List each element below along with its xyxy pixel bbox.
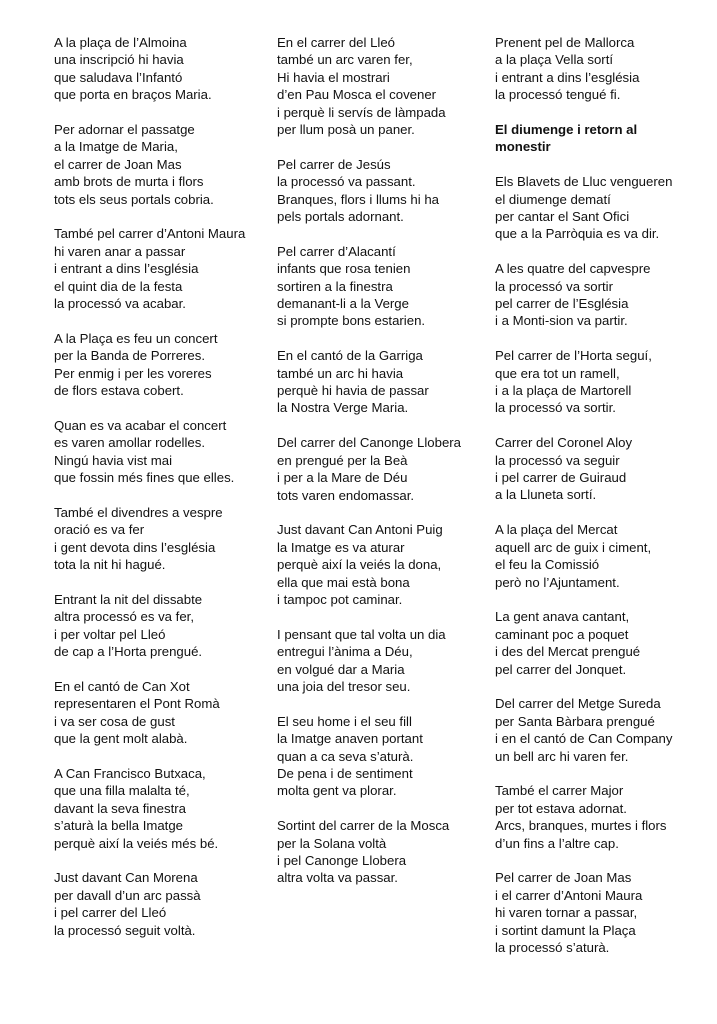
verse-line: En el cantó de la Garriga [277, 348, 423, 364]
verse-line: a la Lluneta sortí. [495, 487, 597, 503]
stanza [495, 521, 705, 591]
verse-line: també un arc hi havia [277, 365, 404, 381]
verse-line: la processó s’aturà. [495, 939, 610, 955]
verse-line: si prompte bons estarien. [277, 313, 426, 329]
verse-line: sortiren a la finestra [277, 278, 393, 294]
verse-line: A les quatre del capvespre [495, 261, 651, 277]
verse-line: per davall d’un arc passà [54, 887, 201, 903]
verse-line: ella que mai està bona [277, 574, 410, 590]
verse-line: que a la Parròquia es va dir. [495, 226, 660, 242]
stanza [495, 260, 705, 330]
verse-line: que porta en braços Maria. [54, 87, 212, 103]
stanza [277, 156, 482, 226]
verse-line: s’aturà la bella Imatge [54, 818, 184, 834]
verse-line: també un arc varen fer, [277, 52, 413, 68]
verse-line: i va ser cosa de gust [54, 713, 175, 729]
verse-line: Just davant Can Antoni Puig [277, 522, 443, 538]
verse-line: Arcs, branques, murtes i flors [495, 818, 667, 834]
stanza [54, 417, 259, 487]
text-column-2 [277, 34, 482, 904]
verse-line: el carrer de Joan Mas [54, 156, 182, 172]
verse-line: En el cantó de Can Xot [54, 678, 190, 694]
verse-line: i des del Mercat prengué [495, 644, 641, 660]
section-heading [495, 121, 705, 156]
verse-line: i a la plaça de Martorell [495, 383, 632, 399]
verse-line: altra processó es va fer, [54, 609, 195, 625]
verse-line: hi varen anar a passar [54, 243, 186, 259]
verse-line: perquè hi havia de passar [277, 383, 429, 399]
verse-line: de cap a l’Horta prengué. [54, 644, 203, 660]
verse-line: la processó va passant. [277, 174, 416, 190]
verse-line: caminant poc a poquet [495, 626, 629, 642]
verse-line: De pena i de sentiment [277, 765, 413, 781]
verse-line: per Santa Bàrbara prengué [495, 713, 655, 729]
verse-line: Per enmig i per les voreres [54, 365, 212, 381]
verse-line: També el divendres a vespre [54, 504, 223, 520]
verse-line: que una filla malalta té, [54, 783, 190, 799]
verse-line: i gent devota dins l’església [54, 539, 216, 555]
stanza [277, 243, 482, 330]
verse-line: infants que rosa tenien [277, 261, 411, 277]
verse-line: per llum posà un paner. [277, 122, 415, 138]
verse-line: que era tot un ramell, [495, 365, 620, 381]
verse-line: d’en Pau Mosca el covener [277, 87, 437, 103]
stanza [54, 504, 259, 574]
verse-line: I pensant que tal volta un dia [277, 626, 446, 642]
verse-line: i el carrer d’Antoni Maura [495, 887, 643, 903]
verse-line: tota la nit hi hagué. [54, 557, 166, 573]
verse-line: pel carrer del Jonquet. [495, 661, 627, 677]
verse-line: A la Plaça es feu un concert [54, 330, 218, 346]
verse-line: Sortint del carrer de la Mosca [277, 818, 450, 834]
verse-line: pel carrer de l’Església [495, 296, 629, 312]
verse-line: i pel Canonge Llobera [277, 852, 407, 868]
verse-line: i per a la Mare de Déu [277, 470, 408, 486]
verse-line: molta gent va plorar. [277, 783, 397, 799]
stanza [277, 817, 482, 887]
stanza [54, 121, 259, 208]
verse-line: en prengué per la Beà [277, 452, 408, 468]
stanza [54, 765, 259, 852]
verse-line: la Imatge es va aturar [277, 539, 405, 555]
verse-line: A Can Francisco Butxaca, [54, 765, 206, 781]
verse-line: representaren el Pont Romà [54, 696, 220, 712]
stanza [277, 347, 482, 417]
verse-line: a la Imatge de Maria, [54, 139, 178, 155]
verse-line: que fossin més fines que elles. [54, 470, 235, 486]
verse-line: la processó tengué fi. [495, 87, 621, 103]
verse-line: i per voltar pel Lleó [54, 626, 166, 642]
verse-line: També el carrer Major [495, 783, 624, 799]
verse-line: un bell arc hi varen fer. [495, 748, 629, 764]
verse-line: per cantar el Sant Ofici [495, 209, 630, 225]
heading-line: monestir [495, 139, 551, 155]
stanza [54, 869, 259, 939]
verse-line: i sortint damunt la Plaça [495, 922, 636, 938]
verse-line: per la Banda de Porreres. [54, 348, 206, 364]
verse-line: davant la seva finestra [54, 800, 186, 816]
verse-line: En el carrer del Lleó [277, 35, 396, 50]
verse-line: i entrant a dins l’església [54, 261, 199, 277]
verse-line: i perquè li servís de làmpada [277, 104, 446, 120]
verse-line: una joia del tresor seu. [277, 678, 411, 694]
stanza [495, 782, 705, 852]
verse-line: una inscripció hi havia [54, 52, 184, 68]
verse-line: i en el cantó de Can Company [495, 731, 673, 747]
verse-line: oració es va fer [54, 522, 145, 538]
verse-line: Just davant Can Morena [54, 870, 198, 886]
verse-line: la processó va sortir. [495, 400, 616, 416]
verse-line: la processó va seguir [495, 452, 620, 468]
verse-line: i a Monti-sion va partir. [495, 313, 628, 329]
verse-line: altra volta va passar. [277, 870, 398, 886]
stanza [54, 225, 259, 312]
verse-line: Prenent pel de Mallorca [495, 35, 635, 50]
verse-line: la processó seguit voltà. [54, 922, 196, 938]
verse-line: i pel carrer de Guiraud [495, 470, 627, 486]
verse-line: aquell arc de guix i ciment, [495, 539, 652, 555]
verse-line: Del carrer del Metge Sureda [495, 696, 661, 712]
stanza [495, 695, 705, 765]
text-column-3 [495, 34, 705, 974]
verse-line: que saludava l’Infantó [54, 69, 183, 85]
verse-line: Ningú havia vist mai [54, 452, 173, 468]
verse-line: amb brots de murta i flors [54, 174, 204, 190]
verse-line: Carrer del Coronel Aloy [495, 435, 633, 451]
verse-line: d’un fins a l’altre cap. [495, 835, 619, 851]
verse-line: A la plaça del Mercat [495, 522, 618, 538]
verse-line: La gent anava cantant, [495, 609, 630, 625]
verse-line: pels portals adornant. [277, 209, 404, 225]
verse-line: i entrant a dins l’església [495, 69, 640, 85]
stanza [495, 347, 705, 417]
verse-line: Quan es va acabar el concert [54, 417, 227, 433]
verse-line: Pel carrer de l’Horta seguí, [495, 348, 652, 364]
verse-line: Els Blavets de Lluc vengueren [495, 174, 673, 190]
verse-line: tots varen endomassar. [277, 487, 415, 503]
verse-line: a la plaça Vella sortí [495, 52, 614, 68]
verse-line: per tot estava adornat. [495, 800, 627, 816]
stanza [495, 608, 705, 678]
verse-line: quan a ca seva s’aturà. [277, 748, 414, 764]
verse-line: es varen amollar rodelles. [54, 435, 205, 451]
verse-line: la processó va acabar. [54, 296, 186, 312]
verse-line: el quint dia de la festa [54, 278, 183, 294]
verse-line: Hi havia el mostrari [277, 69, 390, 85]
verse-line: Branques, flors i llums hi ha [277, 191, 439, 207]
verse-line: però no l’Ajuntament. [495, 574, 620, 590]
verse-line: el diumenge dematí [495, 191, 611, 207]
text-column-1 [54, 34, 259, 956]
verse-line: Del carrer del Canonge Llobera [277, 435, 462, 451]
stanza [495, 34, 705, 104]
stanza [277, 434, 482, 504]
verse-line: la processó va sortir [495, 278, 613, 294]
verse-line: que la gent molt alabà. [54, 731, 188, 747]
verse-line: Pel carrer d’Alacantí [277, 243, 396, 259]
verse-line: Pel carrer de Joan Mas [495, 870, 632, 886]
verse-line: A la plaça de l’Almoina [54, 35, 187, 50]
verse-line: El seu home i el seu fill [277, 713, 412, 729]
stanza [54, 591, 259, 661]
verse-line: i tampoc pot caminar. [277, 591, 403, 607]
stanza [495, 869, 705, 956]
heading-line: El diumenge i retorn al [495, 122, 638, 138]
verse-line: perquè així la veiés més bé. [54, 835, 219, 851]
verse-line: en volgué dar a Maria [277, 661, 405, 677]
verse-line: Pel carrer de Jesús [277, 156, 391, 172]
verse-line: entregui l’ànima a Déu, [277, 644, 413, 660]
stanza [277, 626, 482, 696]
verse-line: de flors estava cobert. [54, 383, 184, 399]
stanza [54, 34, 259, 104]
verse-line: el feu la Comissió [495, 557, 600, 573]
stanza [54, 330, 259, 400]
stanza [277, 34, 482, 138]
verse-line: perquè així la veiés la dona, [277, 557, 442, 573]
verse-line: la Nostra Verge Maria. [277, 400, 409, 416]
stanza [277, 713, 482, 800]
verse-line: Entrant la nit del dissabte [54, 591, 203, 607]
verse-line: També pel carrer d’Antoni Maura [54, 226, 246, 242]
verse-line: demanant-li a la Verge [277, 296, 409, 312]
stanza [495, 434, 705, 504]
verse-line: tots els seus portals cobria. [54, 191, 214, 207]
verse-line: hi varen tornar a passar, [495, 905, 638, 921]
verse-line: la Imatge anaven portant [277, 731, 423, 747]
verse-line: Per adornar el passatge [54, 122, 195, 138]
verse-line: per la Solana voltà [277, 835, 387, 851]
stanza [495, 173, 705, 243]
verse-line: i pel carrer del Lleó [54, 905, 167, 921]
stanza [54, 678, 259, 748]
stanza [277, 521, 482, 608]
